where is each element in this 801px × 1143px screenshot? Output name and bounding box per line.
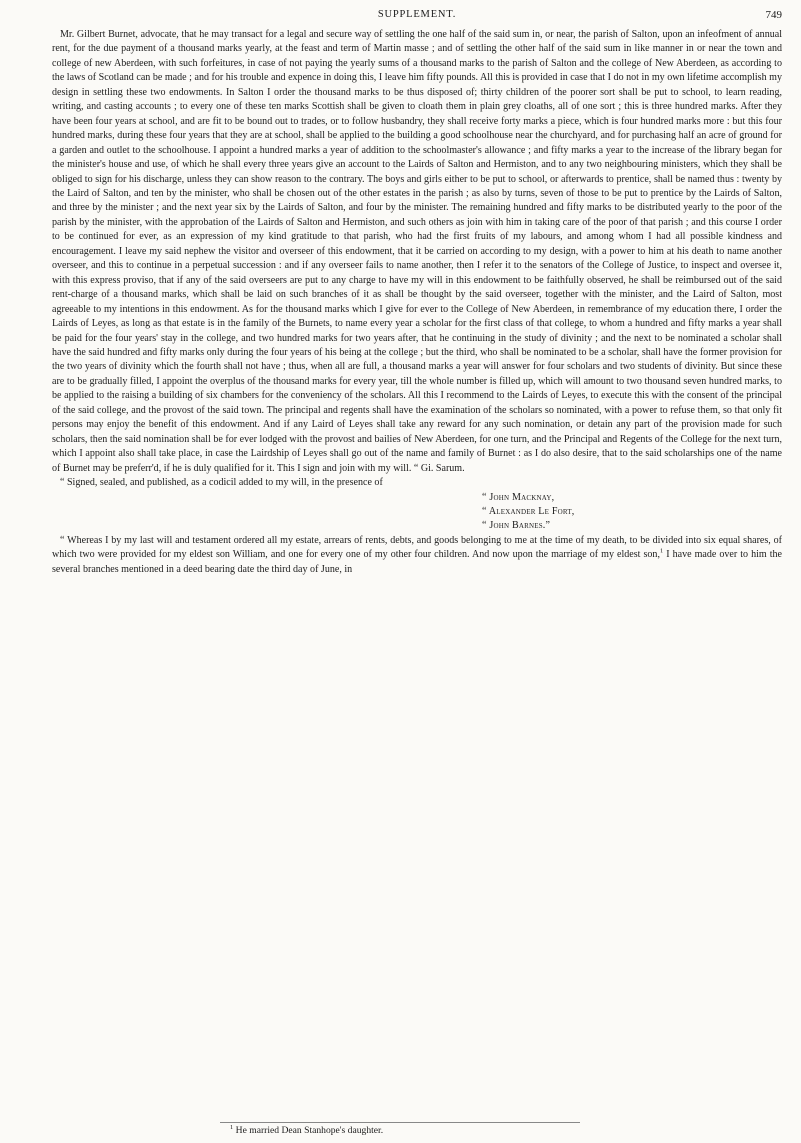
- will-paragraph-continuation: I have made over to him the several branches mentioned in a deed bearing date the third day of June, in: [52, 549, 782, 575]
- page-number: 749: [765, 9, 782, 21]
- running-title: SUPPLEMENT.: [377, 9, 457, 20]
- witness-name: “ John Macknay,: [482, 491, 555, 503]
- codicil-paragraph: Mr. Gilbert Burnet, advocate, that he may transact for a legal and secure way of settling the one half of the said sum in, or near, the parish of Salton, upon an infeofment of annual rent, for the due payment of a thousand marks yearly, at the feast and term of Martin masse ; and of settling the other half of the said sum in like manner in or near the town and college of new Aberdeen, with such forfeitures, in case of not paying the yearly sums of a thousand marks to the parish of Salton and the college of New Aberdeen, as according to the laws of Scotland can be made ; and for his trouble and expence in doing this, I leave him fifty pounds. All this is provided in case that I do not in my own lifetime accomplish my design in settling these two endowments. In Salton I order the thousand marks to be thus disposed of; thirty children of the poorer sort shall be put to school, to learn reading, writing, and casting accounts ; to every one of these ten marks Scottish shall be given to cloath them in plain grey cloaths, all of one sort ; this is three hundred marks. After they have been four years at school, and are fit to be bound out to trades, or to follow husbandry, they shall receive forty marks a piece, which is four hundred marks more : but this four hundred marks, during these four years that they are at school, shall be applied to the building a good schoolhouse near the churchyard, and for purchasing half an acre of ground for a garden and outlet to the schoolhouse. I appoint a hundred marks a year of addition to the schoolmaster's allowance ; and fifty marks a year to the increase of the library began for the minister's house and use, of which he shall every three years give an account to the Lairds of Salton and Hermiston, and to any two neighbouring ministers, which they shall be obliged to sign for his discharge, unless they can show reason to the contrary. The boys and girls either to be put to school, or afterwards to prentice, shall be named thus : twenty by the Laird of Salton, and ten by the minister, who shall be chosen out of the other estates in the parish ; as also by turns, seven of those to be put to prentice by the Lairds of Salton, and three by the minister ; and the next year six by the Lairds of Salton, and four by the minister. The remaining hundred and fifty marks to be distributed yearly to the poor of the parish by the minister, with the approbation of the Lairds of Salton and Hermiston, and such others as join with him in taking care of the poor of that parish ; and this course I order to be continued for ever, as an expression of my kind gratitude to that parish, who had the first fruits of my labours, and among whom I had all possible kindness and encouragement. I leave my said nephew the visitor and overseer of this endowment, that it be carried on according to my design, with a power to him at his death to name another overseer, and this to continue in a perpetual succession : and if any overseer fails to name another, then I refer it to the senators of the College of Justice, to inspect and oversee it, with this express proviso, that if any of the said overseers are put to any charge to have my will in this endowment to be faithfully observed, he shall be reimbursed out of the said rent-charge of a thousand marks, which shall be laid on such branches of it as shall be thought by the said overseer, together with the minister, and the Laird of Salton, most agreeable to my intentions in this endowment. As for the thousand marks which I give for ever to the College of New Aberdeen, in remembrance of my education there, I order the Lairds of Leyes, as long as that estate is in the family of the Burnets, to name every year a scholar for the first class of that college, to whom a hundred and fifty marks a year shall be paid for the four years' stay in the college, and two hundred marks for two years after, that he continuing in the study of divinity ; and the next to be nominated a scholar shall have the said hundred and fifty marks only during the four years of his being at the college ; but the third, who shall be nominated to be a scholar, shall have the former provision for the two years of divinity which the fourth shall not have ; thus, when all are full, a thousand marks a year will answer for four scholars and two students of divinity. But since these are to be gradually filled, I appoint the overplus of the thousand marks for every year, till the whole number is filled up, which will amount to two thousand seven hundred marks, to be applied to the raising a building of six chambers for the conveniency of the scholars. All this I recommend to the Lairds of Leyes, to execute this with the consent of the principal of the said college, and the provost of the said town. The principal and regents shall have the examination of the scholars so nominated, with a power to refuse them, so that only fit persons may enjoy the benefit of this endowment. And if any Laird of Leyes shall take any reward for any such nomination, or detain any part of the provision made for such scholars, then the said nomination shall be for ever lodged with the provost and bailies of New Aberdeen, for one turn, and the Principal and Regents of the College for the next turn, which I appoint also shall take place, in case the Lairdship of Leyes shall go out of the name and family of Burnet : as I do also desire, that to the said scholarships one of the name of Burnet may be preferr'd, if he is duly qualified for it. This I sign and join with my will. “ Gi. Sarum.: [52, 29, 782, 474]
- will-paragraph-text: “ Whereas I by my last will and testament ordered all my estate, arrears of rents, debts, and goods belonging to me at the time of my death, to be divided into six equal shares, of which two were provided for my eldest son William, and one for every one of my other four children. And now upon the marriage of my eldest son,: [52, 534, 782, 561]
- will-paragraph: [52, 534, 782, 577]
- footnote-text: He married Dean Stanhope's daughter.: [233, 1125, 384, 1136]
- main-text: [52, 28, 782, 577]
- witness-name: “ Alexander Le Fort,: [482, 505, 575, 517]
- footnote-marker: 1: [230, 1123, 234, 1131]
- footnote: [230, 1125, 770, 1137]
- footnote-divider: [220, 1122, 580, 1123]
- signing-statement: “ Signed, sealed, and published, as a codicil added to my will, in the presence of: [60, 477, 383, 489]
- page-header: [52, 9, 782, 25]
- footnote-reference: 1: [659, 547, 664, 555]
- witness-name: “ John Barnes.”: [482, 520, 551, 532]
